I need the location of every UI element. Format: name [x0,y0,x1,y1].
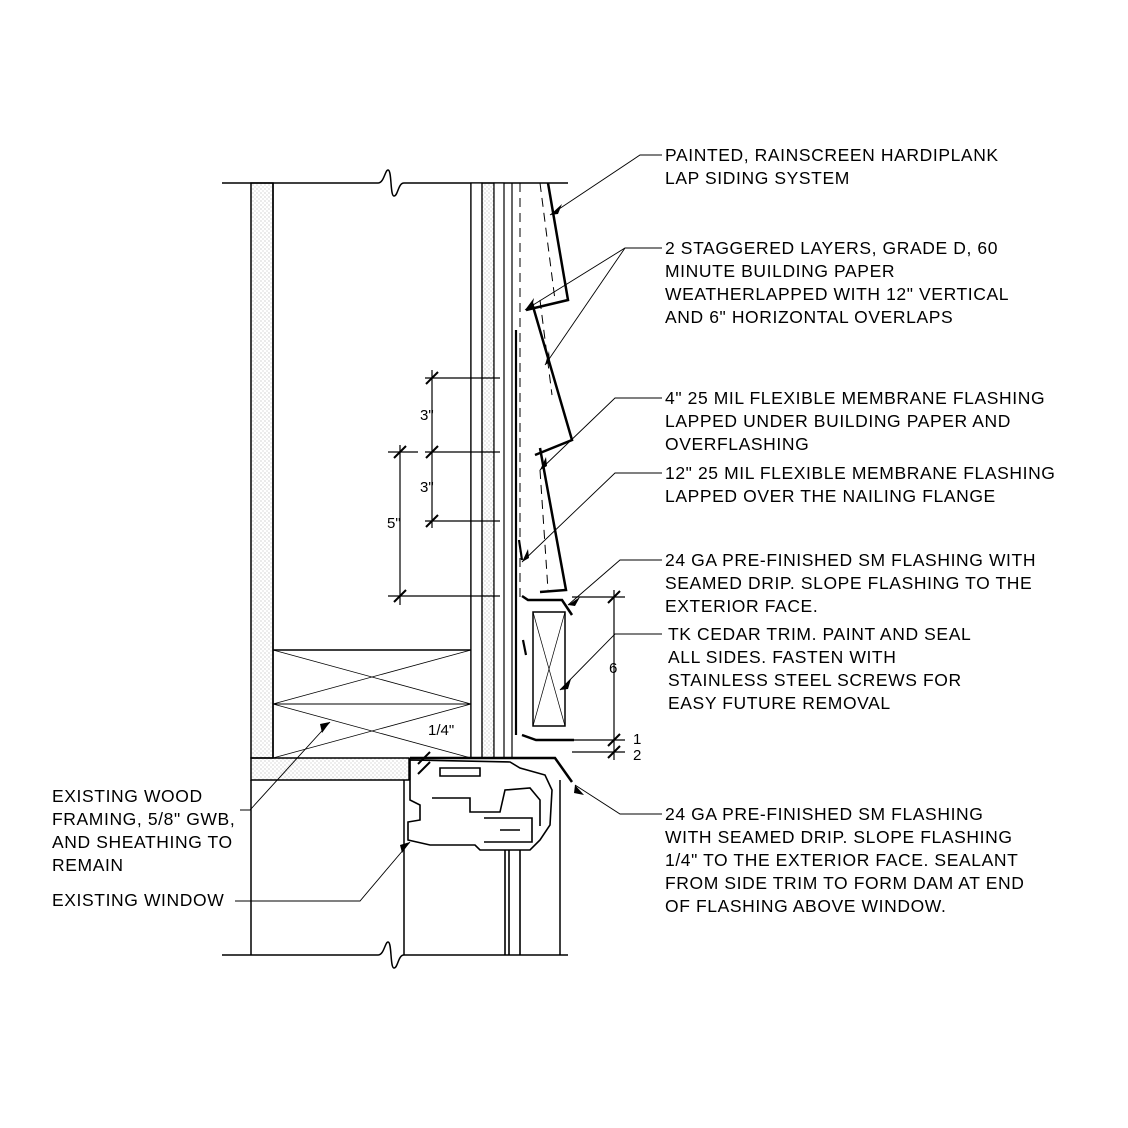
dim-flashing-slope: 1/4" [428,722,455,739]
note-line: WITH SEAMED DRIP. SLOPE FLASHING [665,827,1013,847]
exterior-sheathing [471,183,512,758]
top-plate [251,758,409,780]
top-break-line [222,170,568,196]
building-paper [520,183,555,600]
dim-trim-height: 6 [609,660,618,677]
note-line: 2 STAGGERED LAYERS, GRADE D, 60 [665,238,999,258]
dimension-lines [388,370,625,780]
note-line: 24 GA PRE-FINISHED SM FLASHING WITH [665,550,1037,570]
note-line: PAINTED, RAINSCREEN HARDIPLANK [665,145,999,165]
note-line: LAPPED UNDER BUILDING PAPER AND [665,411,1011,431]
note-line: MINUTE BUILDING PAPER [665,261,896,281]
lower-wall [251,780,560,955]
leader-arrowheads [320,204,584,853]
window-frame [408,760,552,955]
bottom-break-line [222,942,568,968]
note-siding [665,144,999,190]
note-membrane-12in [665,462,1056,508]
note-line: TK CEDAR TRIM. PAINT AND SEAL [668,624,972,644]
stud-cavity [273,183,471,758]
note-building-paper [665,237,1009,329]
note-cedar-trim [668,623,971,715]
lap-siding [526,183,572,592]
dimension-ticks [394,372,620,774]
note-line: 4" 25 MIL FLEXIBLE MEMBRANE FLASHING [665,388,1046,408]
note-line: 1/4" TO THE EXTERIOR FACE. SEALANT [665,850,1019,870]
note-line: EXISTING WINDOW [52,890,225,910]
dim-gap-1: 1 [633,731,642,748]
note-line: EXTERIOR FACE. [665,596,819,616]
note-line: SEAMED DRIP. SLOPE FLASHING TO THE [665,573,1033,593]
note-line: AND 6" HORIZONTAL OVERLAPS [665,307,954,327]
note-line: FRAMING, 5/8" GWB, [52,809,236,829]
dim-lower-lap: 3" [420,479,434,496]
note-line: EXISTING WOOD [52,786,203,806]
upper-sm-flashing [522,596,574,740]
note-line: 12" 25 MIL FLEXIBLE MEMBRANE FLASHING [665,463,1056,483]
note-line: 24 GA PRE-FINISHED SM FLASHING [665,804,984,824]
note-existing-window [52,889,224,912]
note-line: EASY FUTURE REMOVAL [668,693,891,713]
note-line: REMAIN [52,855,124,875]
note-line: LAP SIDING SYSTEM [665,168,850,188]
note-line: OVERFLASHING [665,434,810,454]
cedar-trim [533,612,565,726]
dim-upper-lap: 3" [420,407,434,424]
note-membrane-4in [665,387,1045,456]
note-line: OF FLASHING ABOVE WINDOW. [665,896,947,916]
note-line: AND SHEATHING TO [52,832,233,852]
note-existing-framing [52,785,235,877]
note-sm-flashing-upper [665,549,1036,618]
note-line: STAINLESS STEEL SCREWS FOR [668,670,962,690]
note-line: WEATHERLAPPED WITH 12" VERTICAL [665,284,1010,304]
interior-gwb [251,183,273,758]
note-line: FROM SIDE TRIM TO FORM DAM AT END [665,873,1025,893]
wood-header [273,650,471,758]
membrane-flashing [516,330,526,735]
dim-overall: 5" [387,515,401,532]
dim-gap-2: 2 [633,747,642,764]
leader-lines [235,155,662,901]
note-line: LAPPED OVER THE NAILING FLANGE [665,486,996,506]
note-line: ALL SIDES. FASTEN WITH [668,647,897,667]
note-sm-flashing-lower [665,803,1024,918]
